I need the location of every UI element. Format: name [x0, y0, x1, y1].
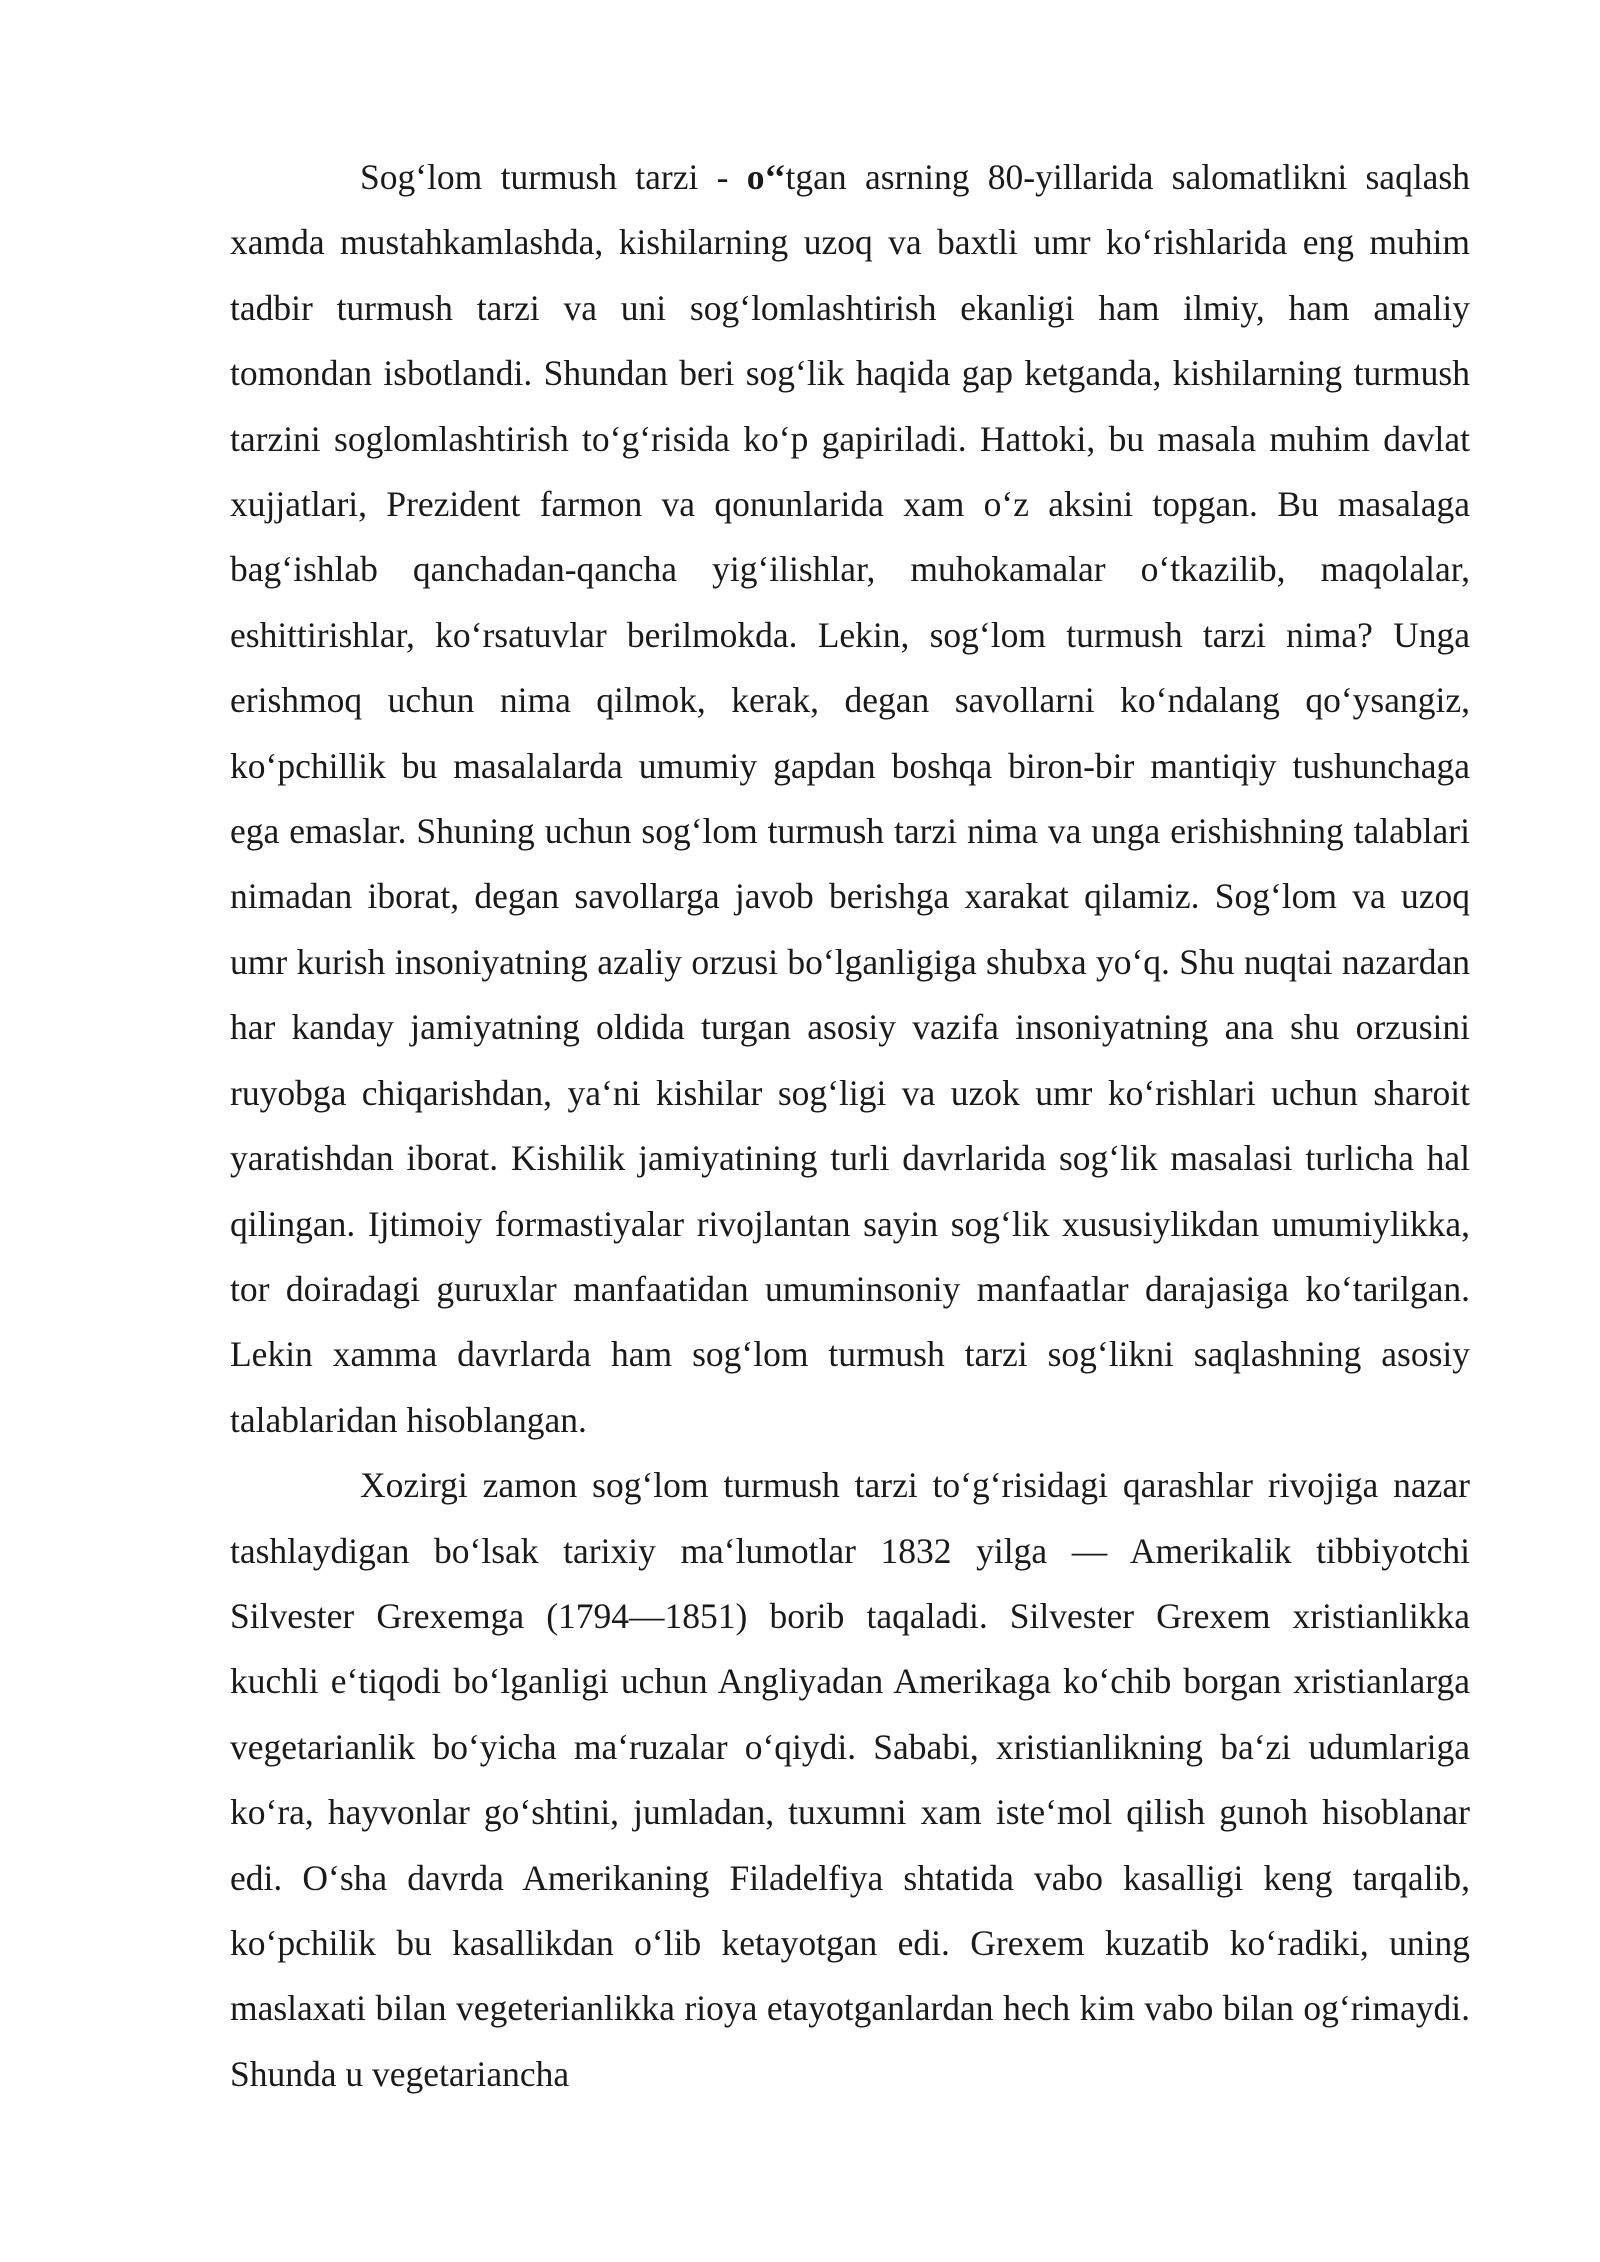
paragraph-2: Xozirgi zamon sog‘lom turmush tarzi to‘g‘risidagi qarashlar rivojiga nazar tashlaydigan bo‘lsak tarixiy ma‘lumotlar 1832 yilga — Amerikalik tibbiyotchi Silvester Grexemga (1794—1851) borib taqaladi. Silvester Grexem xristianlikka kuchli e‘tiqodi bo‘lganligi uchun Angliyadan Amerikaga ko‘chib borgan xristianlarga vegetarianlik bo‘yicha ma‘ruzalar o‘qiydi. Sababi, xristianlikning ba‘zi udumlariga ko‘ra, hayvonlar go‘shtini, jumladan, tuxumni xam iste‘mol qilish gunoh hisoblanar edi. O‘sha davrda Amerikaning Filadelfiya shtatida vabo kasalligi keng tarqalib, ko‘pchilik bu kasallikdan o‘lib ketayotgan edi. Grexem kuzatib ko‘radiki, uning maslaxati bilan vegeterianlikka rioya etayotganlardan hech kim vabo bilan og‘rimaydi. Shunda u vegetariancha [230, 1465, 1470, 2094]
paragraph-1-start: Sog‘lom turmush tarzi [360, 157, 699, 197]
paragraph-1-dash: - [698, 157, 747, 197]
paragraph-1 [230, 145, 1470, 1453]
paragraph-1-rest: tgan asrning 80-yillarida salomatlikni saqlash xamda mustahkamlashda, kishilarning uzoq va baxtli umr ko‘rishlarida eng muhim tadbir turmush tarzi va uni sog‘lomlashtirish ekanligi ham ilmiy, ham amaliy tomondan isbotlandi. Shundan beri sog‘lik haqida gap ketganda, kishilarning turmush tarzini soglomlashtirish to‘g‘risida ko‘p gapiriladi. Hattoki, bu masala muhim davlat xujjatlari, Prezident farmon va qonunlarida xam o‘z aksini topgan. Bu masalaga bag‘ishlab qanchadan-qancha yig‘ilishlar, muhokamalar o‘tkazilib, maqolalar, eshittirishlar, ko‘rsatuvlar berilmokda. Lekin, sog‘lom turmush tarzi nima? Unga erishmoq uchun nima qilmok, kerak, degan savollarni ko‘ndalang qo‘ysangiz, ko‘pchillik bu masalalarda umumiy gapdan boshqa biron-bir mantiqiy tushunchaga ega emaslar. Shuning uchun sog‘lom turmush tarzi nima va unga erishishning talablari nimadan iborat, degan savollarga javob berishga xarakat qilamiz. Sog‘lom va uzoq umr kurish insoniyatning azaliy orzusi bo‘lganligiga shubxa yo‘q. Shu nuqtai nazardan har kanday jamiyatning oldida turgan asosiy vazifa insoniyatning ana shu orzusini ruyobga chiqarishdan, ya‘ni kishilar sog‘ligi va uzok umr ko‘rishlari uchun sharoit yaratishdan iborat. Kishilik jamiyatining turli davrlarida sog‘lik masalasi turlicha hal qilingan. Ijtimoiy formastiyalar rivojlantan sayin sog‘lik xususiylikdan umumiylikka, tor doiradagi guruxlar manfaatidan umuminsoniy manfaatlar darajasiga ko‘tarilgan. Lekin xamma davrlarda ham sog‘lom turmush tarzi sog‘likni saqlashning asosiy talablaridan hisoblangan. [230, 157, 1470, 1440]
document-body [230, 145, 1470, 2107]
paragraph-1-bold-fragment: o‘‘ [746, 157, 786, 197]
